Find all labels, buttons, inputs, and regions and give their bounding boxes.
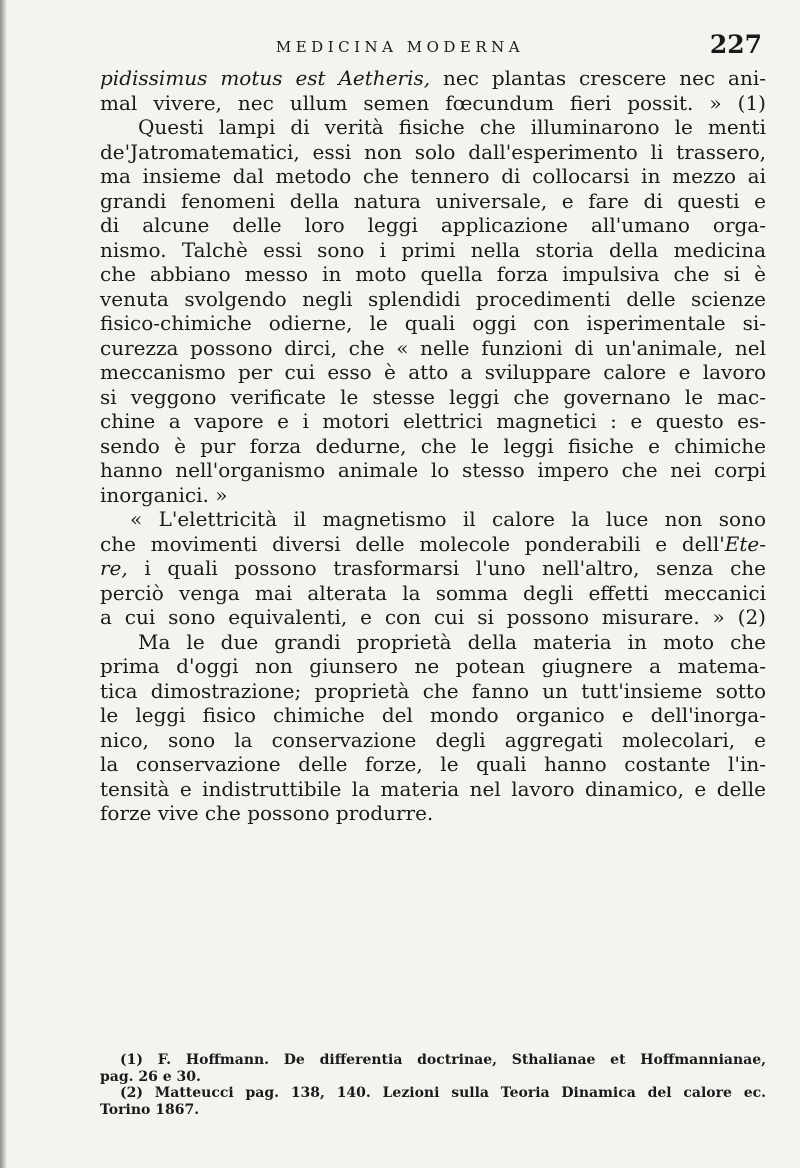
- italic-run: pidissimus motus est Aetheris,: [100, 66, 431, 90]
- footnote-line: Torino 1867.: [100, 1101, 200, 1118]
- text-line: [100, 507, 766, 532]
- running-head: MEDICINA MODERNA: [275, 38, 525, 56]
- text-run: prima d'oggi non giunsero ne potean giugnere a matema-: [100, 654, 766, 678]
- text-line: [100, 703, 766, 728]
- text-run: tensità e indistruttibile la materia nel lavoro dinamico, e delle: [100, 776, 766, 801]
- body-text: [100, 66, 766, 826]
- text-run: Ma le due grandi proprietà della materia in moto che: [138, 629, 766, 654]
- text-line: [100, 336, 766, 361]
- text-run: curezza possono dirci, che « nelle funzioni di un'animale, nel: [100, 335, 766, 360]
- text-run: le leggi fisico chimiche del mondo organico e dell'inorga-: [100, 703, 766, 727]
- text-run: i quali possono trasformarsi l'uno nell'altro, senza che: [127, 556, 766, 580]
- italic-run: re,: [100, 556, 128, 580]
- text-line: [100, 605, 766, 630]
- text-line: [100, 213, 766, 238]
- text-run: sendo è pur forza dedurne, che le leggi fisiche e chimiche: [100, 433, 766, 458]
- text-line: [100, 189, 766, 214]
- text-line: [100, 238, 766, 263]
- footnote-line: (1) F. Hoffmann. De differentia doctrinae, Sthalianae et Hoffmannianae,: [120, 1052, 766, 1068]
- text-run: la conservazione delle forze, le quali hanno costante l'in-: [100, 752, 766, 776]
- text-run: forze vive che possono produrre.: [100, 801, 434, 825]
- footnote-line: pag. 26 e 30.: [100, 1068, 201, 1085]
- text-line: [100, 140, 766, 165]
- text-run: mal vivere, nec ullum semen fœcundum fieri possit. » (1): [100, 90, 766, 115]
- text-run: fisico-chimiche odierne, le quali oggi con isperimentale si-: [100, 311, 766, 335]
- text-line: [100, 728, 766, 753]
- text-run: di alcune delle loro leggi applicazione all'umano orga-: [100, 213, 766, 237]
- text-run: ma insieme dal metodo che tennero di collocarsi in mezzo ai: [100, 164, 766, 188]
- text-run: de'Jatromatematici, essi non solo dall'esperimento li trassero,: [100, 139, 766, 164]
- text-line: [100, 752, 766, 777]
- text-run: perciò venga mai alterata la somma degli effetti meccanici: [100, 580, 766, 605]
- text-run: nico, sono la conservazione degli aggregati molecolari, e: [100, 727, 766, 752]
- text-line: [100, 164, 766, 189]
- text-line: [100, 483, 766, 508]
- page-number: 227: [709, 30, 762, 59]
- text-run: hanno nell'organismo animale lo stesso impero che nei corpi: [100, 458, 766, 482]
- text-line: [100, 654, 766, 679]
- text-run: nismo. Talchè essi sono i primi nella storia della medicina: [100, 237, 766, 262]
- text-run: grandi fenomeni della natura universale, e fare di questi e: [100, 188, 766, 213]
- text-line: [100, 262, 766, 287]
- text-line: [100, 532, 766, 557]
- footnotes: [100, 1052, 766, 1118]
- text-line: [100, 630, 766, 655]
- text-line: [100, 287, 766, 312]
- text-run: chine a vapore e i motori elettrici magnetici : e questo es-: [100, 409, 766, 433]
- text-line: [100, 385, 766, 410]
- text-line: [100, 581, 766, 606]
- text-run: venuta svolgendo negli splendidi procedimenti delle scienze: [100, 286, 766, 311]
- text-run: che abbiano messo in moto quella forza impulsiva che si è: [100, 262, 766, 286]
- text-line: [100, 91, 766, 116]
- italic-run: Ete-: [724, 531, 766, 556]
- text-run: meccanismo per cui esso è atto a sviluppare calore e lavoro: [100, 360, 766, 384]
- text-run: tica dimostrazione; proprietà che fanno un tutt'insieme sotto: [100, 678, 766, 703]
- text-run: nec plantas crescere nec ani-: [430, 66, 766, 90]
- page-binding-edge: [0, 0, 7, 1168]
- text-line: [100, 458, 766, 483]
- text-line: [100, 360, 766, 385]
- text-line: [100, 66, 766, 91]
- footnote-line: (2) Matteucci pag. 138, 140. Lezioni sulla Teoria Dinamica del calore ec.: [120, 1085, 766, 1101]
- text-line: [100, 434, 766, 459]
- text-line: [100, 777, 766, 802]
- text-run: che movimenti diversi delle molecole ponderabili e dell': [100, 531, 725, 556]
- page-header: [0, 30, 800, 64]
- text-run: « L'elettricità il magnetismo il calore la luce non sono: [130, 507, 766, 531]
- text-line: [100, 801, 766, 826]
- text-run: a cui sono equivalenti, e con cui si possono misurare. » (2): [100, 605, 766, 629]
- text-run: si veggono verificate le stesse leggi che governano le mac-: [100, 384, 766, 409]
- text-run: inorganici. »: [100, 482, 228, 507]
- text-line: [100, 409, 766, 434]
- text-line: [100, 556, 766, 581]
- text-line: [100, 115, 766, 140]
- text-line: [100, 679, 766, 704]
- text-run: Questi lampi di verità fisiche che illuminarono le menti: [138, 115, 766, 139]
- text-line: [100, 311, 766, 336]
